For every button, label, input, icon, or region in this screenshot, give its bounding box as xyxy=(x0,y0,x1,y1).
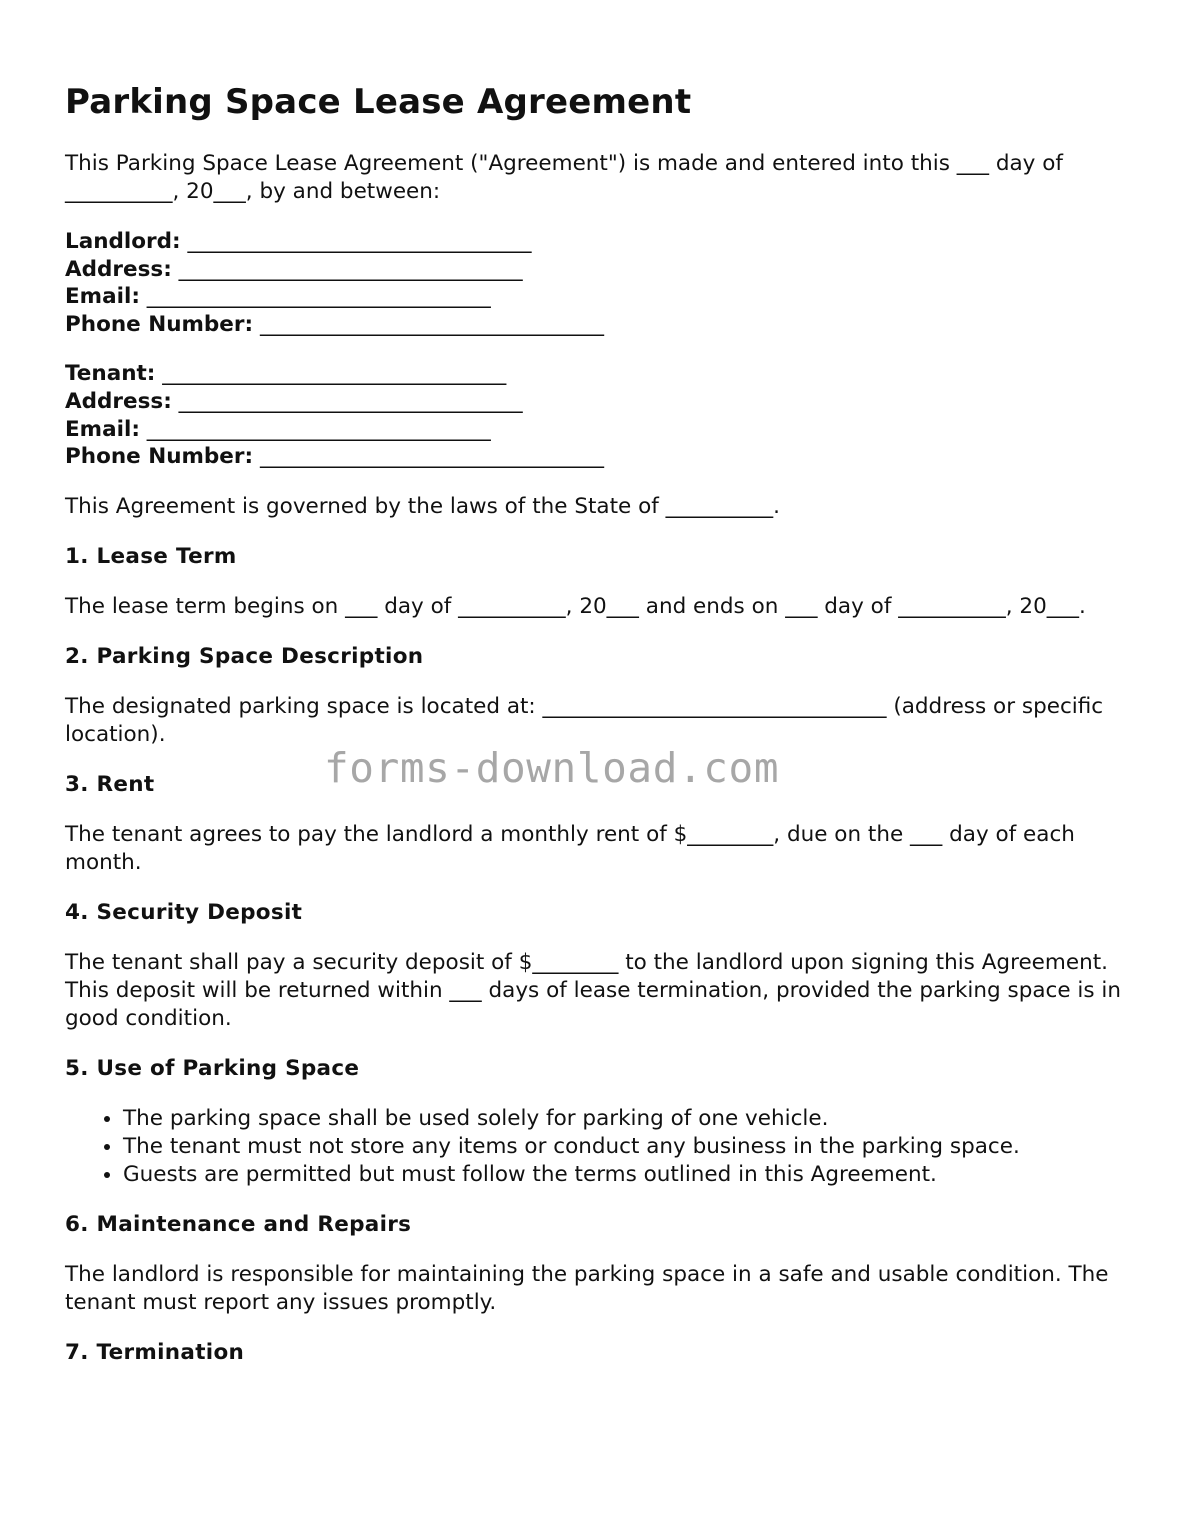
tenant-phone-blank: ________________________________ xyxy=(259,444,604,470)
tenant-address-blank: ________________________________ xyxy=(178,388,523,414)
landlord-phone-row xyxy=(65,311,1125,339)
section-body-security-deposit: The tenant shall pay a security deposit of $________ to the landlord upon signing this Agreement. This deposit will be returned within ___ days of lease termination, provided the parking space is in good condition. xyxy=(65,949,1122,1031)
intro-paragraph: This Parking Space Lease Agreement ("Agreement") is made and entered into this ___ day of __________, 20___, by and between: xyxy=(65,151,1063,204)
landlord-address-row xyxy=(65,256,1125,284)
list-item: • The tenant must not store any items or conduct any business in the parking space. xyxy=(123,1133,1125,1161)
watermark-text: forms-download.com xyxy=(324,744,780,792)
section-heading-termination: 7. Termination xyxy=(65,1339,245,1365)
section-body-space-description: The designated parking space is located at: ________________________________ (address or specific location). xyxy=(65,693,1104,747)
landlord-email-row xyxy=(65,283,1125,311)
tenant-email-row xyxy=(65,416,1125,444)
landlord-email-blank: ________________________________ xyxy=(146,284,491,310)
landlord-phone-blank: ________________________________ xyxy=(259,311,604,337)
tenant-address-label: Address: xyxy=(65,388,172,414)
list-item: • The parking space shall be used solely for parking of one vehicle. xyxy=(123,1105,1125,1133)
list-item: • Guests are permitted but must follow the terms outlined in this Agreement. xyxy=(123,1161,1125,1189)
section-heading-space-description: 2. Parking Space Description xyxy=(65,643,424,669)
use-rules-list xyxy=(65,1105,1125,1189)
section-body-maintenance: The landlord is responsible for maintaining the parking space in a safe and usable condition. The tenant must report any issues promptly. xyxy=(65,1261,1109,1315)
landlord-phone-label: Phone Number: xyxy=(65,311,254,337)
landlord-name-blank: ________________________________ xyxy=(187,229,532,254)
tenant-block xyxy=(65,360,1125,470)
landlord-email-label: Email: xyxy=(65,284,140,310)
document-page xyxy=(65,78,1125,1389)
governing-law-paragraph: This Agreement is governed by the laws of the State of __________. xyxy=(65,493,780,519)
section-heading-security-deposit: 4. Security Deposit xyxy=(65,899,303,925)
tenant-email-blank: ________________________________ xyxy=(146,416,491,442)
document-title: Parking Space Lease Agreement xyxy=(65,82,692,122)
tenant-name-blank: ________________________________ xyxy=(162,361,507,387)
tenant-label: Tenant: xyxy=(65,361,156,387)
tenant-email-label: Email: xyxy=(65,416,140,442)
landlord-label: Landlord: xyxy=(65,229,181,254)
tenant-name-row xyxy=(65,360,1125,388)
section-heading-lease-term: 1. Lease Term xyxy=(65,543,237,569)
section-body-lease-term: The lease term begins on ___ day of __________, 20___ and ends on ___ day of __________, 20___. xyxy=(65,593,1086,619)
section-body-rent: The tenant agrees to pay the landlord a monthly rent of $________, due on the ___ day of each month. xyxy=(65,821,1075,875)
section-heading-use: 5. Use of Parking Space xyxy=(65,1055,360,1081)
tenant-address-row xyxy=(65,388,1125,416)
section-heading-rent: 3. Rent xyxy=(65,771,155,797)
section-heading-maintenance: 6. Maintenance and Repairs xyxy=(65,1211,412,1237)
landlord-address-label: Address: xyxy=(65,256,172,282)
landlord-name-row xyxy=(65,228,1125,256)
landlord-block xyxy=(65,228,1125,338)
landlord-address-blank: ________________________________ xyxy=(178,256,523,282)
tenant-phone-row xyxy=(65,443,1125,471)
tenant-phone-label: Phone Number: xyxy=(65,444,254,470)
